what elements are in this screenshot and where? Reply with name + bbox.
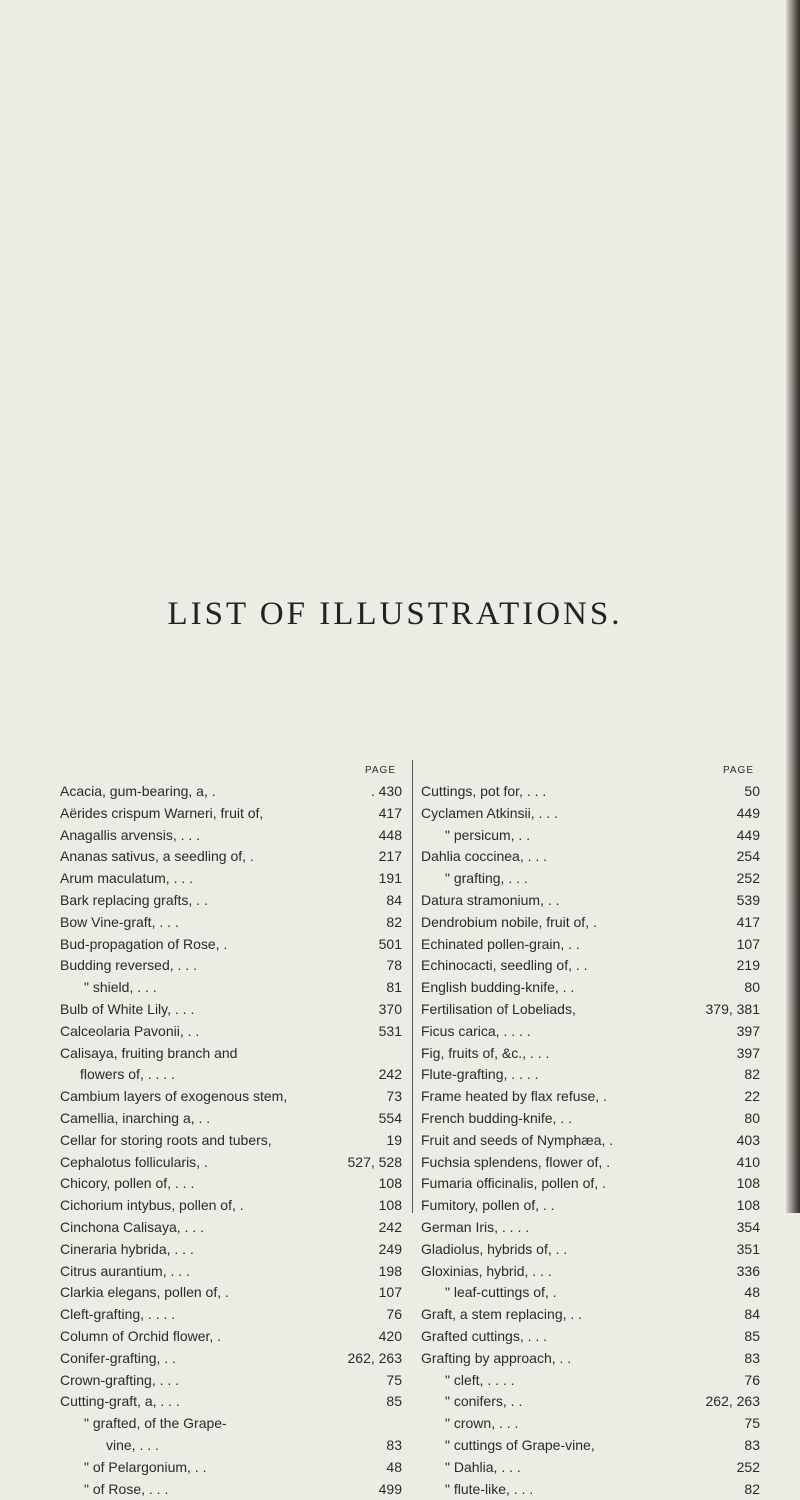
index-entry: Ficus carica, . . . . 397 [421, 1021, 760, 1043]
index-entry: Chicory, pollen of, . . . 108 [60, 1173, 402, 1195]
index-entry: " of Rose, . . . 499 [60, 1479, 402, 1500]
index-entry: German Iris, . . . . 354 [421, 1217, 760, 1239]
index-entry: Cyclamen Atkinsii, . . . 449 [421, 803, 760, 825]
index-entry: vine, . . . 83 [60, 1435, 402, 1457]
right-column [421, 760, 760, 1500]
index-entry: Cambium layers of exogenous stem, 73 [60, 1086, 402, 1108]
index-entry: Dendrobium nobile, fruit of, . 417 [421, 912, 760, 934]
index-entry: " shield, . . . 81 [60, 977, 402, 999]
left-entries-list [60, 781, 402, 1500]
index-entry: Gladiolus, hybrids of, . . 351 [421, 1239, 760, 1261]
index-entry: Dahlia coccinea, . . . 254 [421, 846, 760, 868]
index-entry: French budding-knife, . . 80 [421, 1108, 760, 1130]
index-entry: Bulb of White Lily, . . . 370 [60, 999, 402, 1021]
index-entry: Bud-propagation of Rose, . 501 [60, 934, 402, 956]
index-entry: Echinated pollen-grain, . . 107 [421, 934, 760, 956]
index-entry: Cuttings, pot for, . . . 50 [421, 781, 760, 803]
index-entry: Ananas sativus, a seedling of, . 217 [60, 846, 402, 868]
index-entry: Cephalotus follicularis, . 527, 528 [60, 1152, 402, 1174]
index-entry: Acacia, gum-bearing, a, . . 430 [60, 781, 402, 803]
index-entry: " flute-like, . . . 82 [421, 1479, 760, 1500]
right-entries-list [421, 781, 760, 1500]
index-entry: Fumitory, pollen of, . . 108 [421, 1195, 760, 1217]
index-entry: Grafted cuttings, . . . 85 [421, 1326, 760, 1348]
index-entry: Datura stramonium, . . 539 [421, 890, 760, 912]
index-entry: Cutting-graft, a, . . . 85 [60, 1391, 402, 1413]
index-entry: " cuttings of Grape-vine, 83 [421, 1435, 760, 1457]
index-entry: Calisaya, fruiting branch and [60, 1043, 402, 1065]
index-entry: Fuchsia splendens, flower of, . 410 [421, 1152, 760, 1174]
index-entry: Graft, a stem replacing, . . 84 [421, 1304, 760, 1326]
index-entry: " conifers, . . 262, 263 [421, 1391, 760, 1413]
index-entry: " Dahlia, . . . 252 [421, 1457, 760, 1479]
index-entry: Grafting by approach, . . 83 [421, 1348, 760, 1370]
index-entry: Fig, fruits of, &c., . . . 397 [421, 1043, 760, 1065]
index-entry: " crown, . . . 75 [421, 1413, 760, 1435]
index-entry: flowers of, . . . . 242 [60, 1064, 402, 1086]
index-entry: Conifer-grafting, . . 262, 263 [60, 1348, 402, 1370]
column-divider [412, 760, 413, 1213]
index-entry: Cichorium intybus, pollen of, . 108 [60, 1195, 402, 1217]
index-entry: " leaf-cuttings of, . 48 [421, 1282, 760, 1304]
index-entry: Flute-grafting, . . . . 82 [421, 1064, 760, 1086]
index-entry: Fumaria officinalis, pollen of, . 108 [421, 1173, 760, 1195]
index-entry: Aërides crispum Warneri, fruit of, 417 [60, 803, 402, 825]
index-entry: Camellia, inarching a, . . 554 [60, 1108, 402, 1130]
index-entry: Frame heated by flax refuse, . 22 [421, 1086, 760, 1108]
index-entry: Cellar for storing roots and tubers, 19 [60, 1130, 402, 1152]
index-entry: Clarkia elegans, pollen of, . 107 [60, 1282, 402, 1304]
index-entry: English budding-knife, . . 80 [421, 977, 760, 999]
index-entry: Gloxinias, hybrid, . . . 336 [421, 1261, 760, 1283]
index-entry: Crown-grafting, . . . 75 [60, 1370, 402, 1392]
index-entry: Cineraria hybrida, . . . 249 [60, 1239, 402, 1261]
index-entry: Anagallis arvensis, . . . 448 [60, 825, 402, 847]
index-entry: Cinchona Calisaya, . . . 242 [60, 1217, 402, 1239]
index-entry: Column of Orchid flower, . 420 [60, 1326, 402, 1348]
index-entry: Arum maculatum, . . . 191 [60, 868, 402, 890]
index-entry: " cleft, . . . . 76 [421, 1370, 760, 1392]
index-entry: Citrus aurantium, . . . 198 [60, 1261, 402, 1283]
index-entry: " persicum, . . 449 [421, 825, 760, 847]
index-entry: Echinocacti, seedling of, . . 219 [421, 955, 760, 977]
index-entry: Bow Vine-graft, . . . 82 [60, 912, 402, 934]
left-column [60, 760, 402, 1500]
right-page-label: PAGE [421, 760, 760, 781]
index-entry: Cleft-grafting, . . . . 76 [60, 1304, 402, 1326]
index-entry: " grafted, of the Grape- [60, 1413, 402, 1435]
index-entry: Bark replacing grafts, . . 84 [60, 890, 402, 912]
index-entry: Calceolaria Pavonii, . . 531 [60, 1021, 402, 1043]
index-entry: " of Pelargonium, . . 48 [60, 1457, 402, 1479]
index-entry: Fruit and seeds of Nymphæa, . 403 [421, 1130, 760, 1152]
index-entry: Fertilisation of Lobeliads, 379, 381 [421, 999, 760, 1021]
left-page-label: PAGE [60, 760, 402, 781]
index-entry: Budding reversed, . . . 78 [60, 955, 402, 977]
index-entry: " grafting, . . . 252 [421, 868, 760, 890]
page-title: LIST OF ILLUSTRATIONS. [0, 596, 790, 633]
